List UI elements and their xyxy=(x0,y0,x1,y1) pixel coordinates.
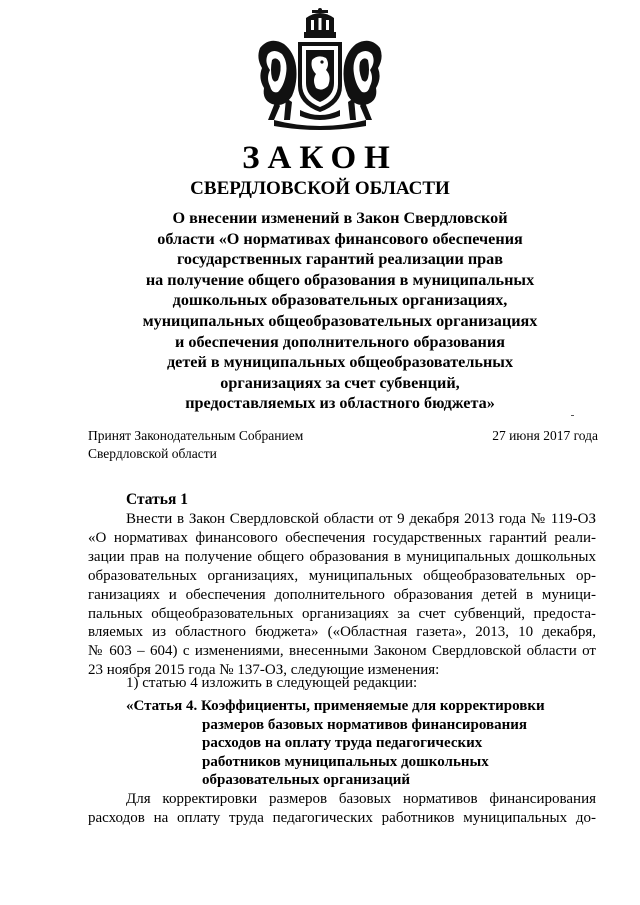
law-title-line: государственных гарантий реализации прав xyxy=(176,250,503,269)
scan-mark xyxy=(571,415,574,416)
law-title-line: организациях за счет субвенций, xyxy=(220,373,460,392)
body-line: 23 ноября 2015 года № 137-ОЗ, следующие изменения: xyxy=(88,662,440,679)
article4-heading-line: расходов на оплату труда педагогических xyxy=(202,735,483,752)
article4-heading-line: размеров базовых нормативов финансирования xyxy=(202,716,528,733)
article4-heading-line: «Статья 4. Коэффициенты, применяемые для корректировки xyxy=(126,698,545,714)
law-title-line: области «О нормативах финансового обеспечения xyxy=(157,229,523,248)
document-type-title: ЗАКОН xyxy=(242,140,398,176)
law-title xyxy=(80,208,600,414)
law-title-line: и обеспечения дополнительного образования xyxy=(175,332,505,351)
body-line: образовательных организациях, муниципальных общеобразовательных ор- xyxy=(88,567,596,584)
body-line: пальных общеобразовательных организациях за счет субвенций, предоста- xyxy=(88,605,596,622)
body-line: расходов на оплату труда педагогических работников муниципальных до- xyxy=(88,810,596,826)
law-title-line: предоставляемых из областного бюджета» xyxy=(185,394,495,413)
article-body xyxy=(88,510,596,680)
body-line: вляемых из областного бюджета» («Областная газета», 2013, 10 декабря, xyxy=(88,624,596,641)
list-item: 1) статью 4 изложить в следующей редакции: xyxy=(126,675,418,691)
adoption-line: Принят Законодательным Собранием xyxy=(88,428,304,443)
body-line: ганизациях и обеспечения дополнительного образования детей в муници- xyxy=(88,586,596,603)
body-line: Внести в Закон Свердловской области от 9 декабря 2013 года № 119-ОЗ xyxy=(126,511,596,527)
law-title-line: детей в муниципальных общеобразовательных xyxy=(166,353,514,372)
law-title-line: на получение общего образования в муниципальных xyxy=(145,270,535,289)
law-title-line: дошкольных образовательных организациях, xyxy=(172,291,508,310)
adoption-body xyxy=(88,427,303,463)
body-line: зации прав на получение общего образования в муниципальных дошкольных xyxy=(88,548,596,565)
article4-body xyxy=(88,790,596,828)
article4-heading-line: образовательных организаций xyxy=(202,772,410,789)
coat-of-arms-emblem xyxy=(254,8,386,132)
body-line: «О нормативах финансового обеспечения государственных гарантий реали- xyxy=(88,529,596,546)
region-title: СВЕРДЛОВСКОЙ ОБЛАСТИ xyxy=(190,178,450,199)
body-line: № 603 – 604) с изменениями, внесенными Законом Свердловской области от xyxy=(88,643,596,660)
article4-heading xyxy=(126,697,545,790)
article4-heading-line: работников муниципальных дошкольных xyxy=(202,753,489,770)
law-title-line: муниципальных общеобразовательных организациях xyxy=(142,311,538,330)
adoption-line: Свердловской области xyxy=(88,446,217,461)
law-title-line: О внесении изменений в Закон Свердловской xyxy=(172,209,508,227)
body-line: Для корректировки размеров базовых нормативов финансирования xyxy=(126,791,596,807)
adoption-date: 27 июня 2017 года xyxy=(492,428,598,443)
article-heading: Статья 1 xyxy=(126,491,188,508)
